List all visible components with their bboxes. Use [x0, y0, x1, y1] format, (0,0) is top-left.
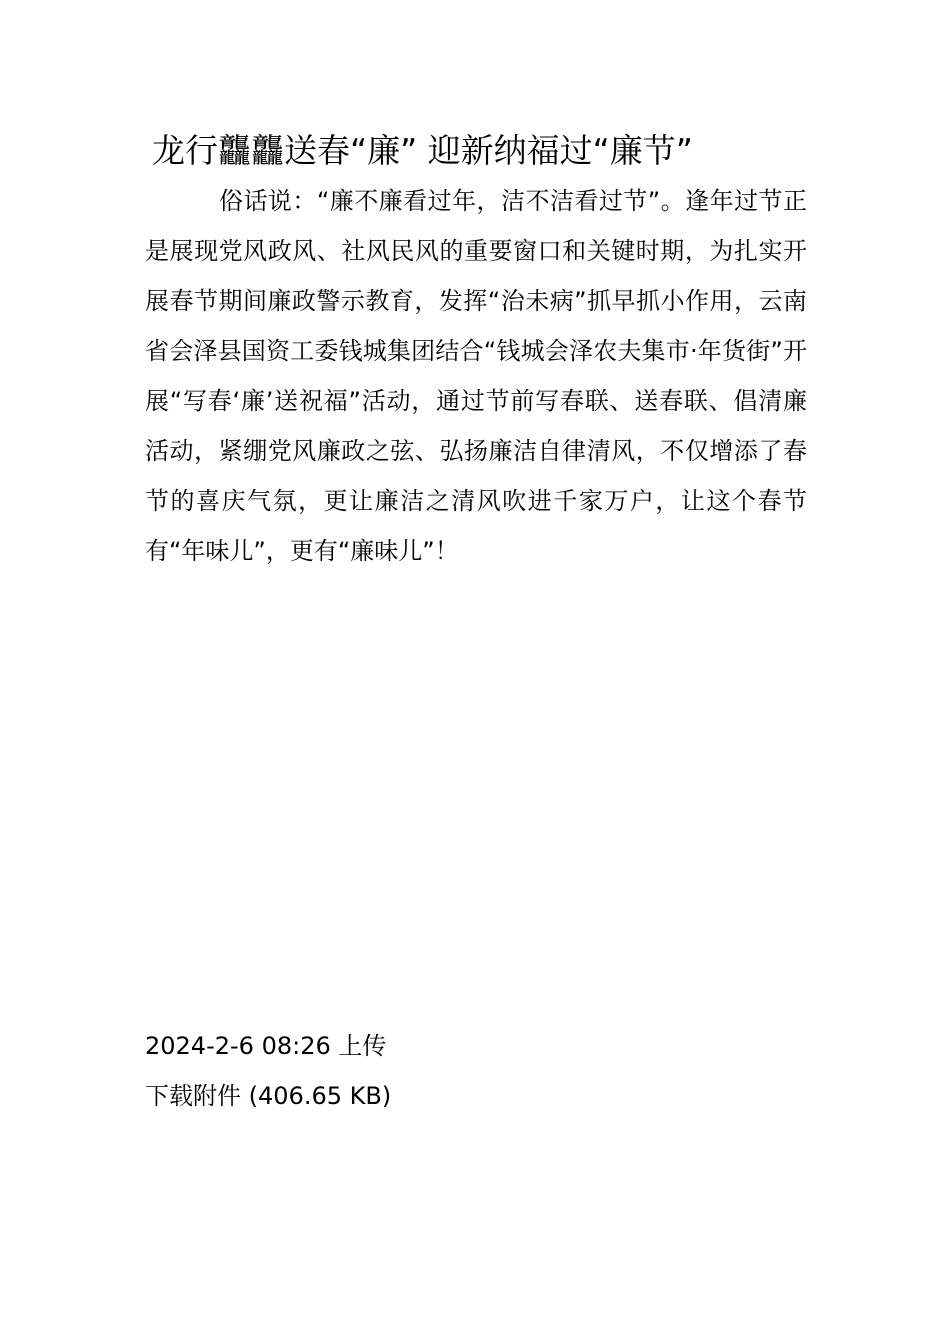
attachment-size: (406.65 KB): [248, 1082, 392, 1110]
attachment-download-row: [145, 1071, 391, 1121]
article-body: 俗话说：“廉不廉看过年，洁不洁看过节”。逢年过节正是展现党风政风、社风民风的重要窗口和关键时期，为扎实开展春节期间廉政警示教育，发挥“治未病”抓早抓小作用，云南省会泽县国资工委钱城集团结合“钱城会泽农夫集市·年货街”开展“写春‘廉’送祝福”活动，通过节前写春联、送春联、倡清廉活动，紧绷党风廉政之弦、弘扬廉洁自律清风，不仅增添了春节的喜庆气氛，更让廉洁之清风吹进千家万户，让这个春节有“年味儿”，更有“廉味儿”！: [145, 187, 807, 565]
upload-timestamp: 2024-2-6 08:26 上传: [145, 1032, 387, 1060]
article-title: 龙行龘龘送春“廉” 迎新纳福过“廉节”: [152, 131, 693, 170]
download-attachment-link[interactable]: 下载附件: [145, 1082, 241, 1110]
